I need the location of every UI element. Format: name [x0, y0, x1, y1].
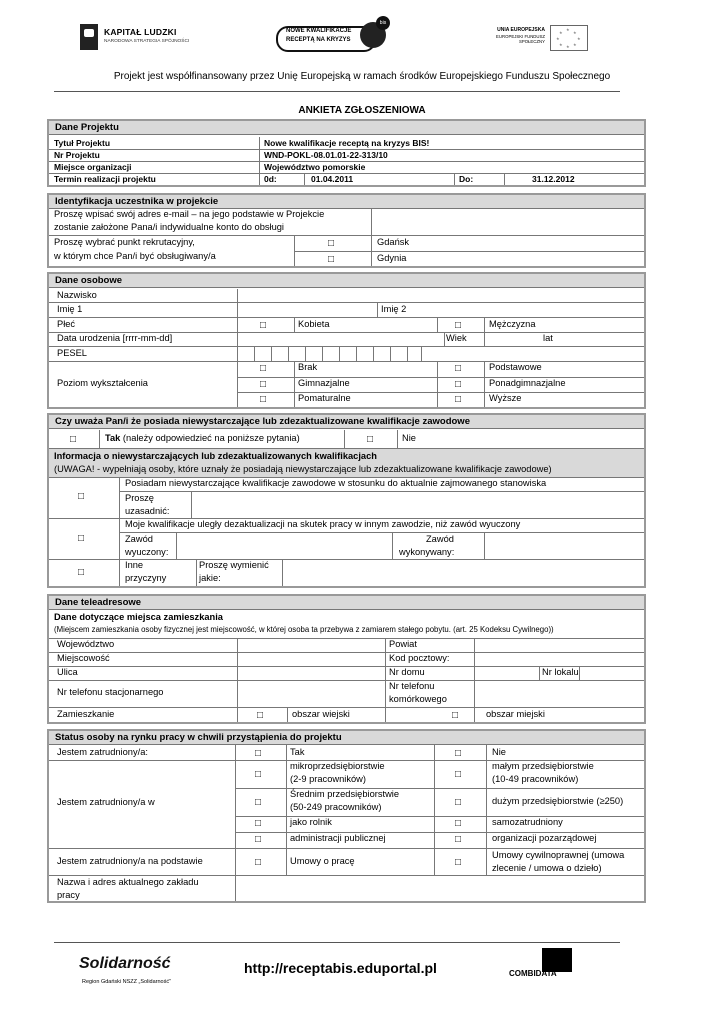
employed-in-label: Jestem zatrudniony/a w	[57, 797, 155, 807]
project-to-value: 31.12.2012	[532, 174, 575, 184]
house-number-label: Nr domu	[389, 667, 425, 677]
email-field[interactable]	[375, 211, 640, 233]
project-title-value: Nowe kwalifikacje receptą na kryzys BIS!	[264, 138, 430, 148]
project-place-value: Województwo pomorskie	[264, 162, 366, 172]
project-title-label: Tytuł Projektu	[54, 138, 111, 148]
employed-yes-label: Tak	[290, 747, 305, 757]
qual-yes-text: Tak	[105, 433, 121, 443]
checkbox-edu-primary[interactable]: □	[455, 363, 462, 374]
first-name-label: Imię 1	[57, 304, 83, 314]
checkbox-micro[interactable]: □	[255, 769, 262, 780]
section-qualifications	[47, 413, 646, 588]
list-label-line2: jakie:	[199, 573, 221, 583]
age-unit: lat	[543, 333, 553, 343]
city-label: Miejscowość	[57, 653, 110, 663]
section-identification	[47, 193, 646, 268]
checkbox-public-admin[interactable]: □	[255, 834, 262, 845]
residence-note: (Miejscem zamieszkania osoby fizycznej jest miejscowość, w której osoba ta przebywa z zamiarem stałego pobytu. (art. 25 Kodeksu Cywilnego))	[54, 625, 554, 634]
form-title: ANKIETA ZGŁOSZENIOWA	[298, 105, 426, 116]
employer-label-line2: pracy	[57, 890, 80, 900]
qualifications-question: Czy uważa Pan/i że posiada niewystarczające lub zdezaktualizowane kwalifikacje zawodowe	[49, 415, 644, 429]
flat-number-label: Nr lokalu	[542, 667, 579, 677]
employer-label-line1: Nazwa i adres aktualnego zakładu	[57, 877, 199, 887]
cofinancing-note: Projekt jest współfinansowany przez Unię Europejską w ramach środków Europejskiego Funduszu Społecznego	[113, 71, 611, 82]
mobile-label-line1: Nr telefonu	[389, 681, 435, 691]
performed-job-label-line1: Zawód	[426, 534, 454, 544]
farmer-label: jako rolnik	[290, 817, 332, 827]
justify-label-line1: Proszę	[125, 493, 154, 503]
project-from-value: 01.04.2011	[311, 174, 354, 184]
learned-job-field[interactable]	[179, 535, 389, 557]
kapital-ludzki-title: KAPITAŁ LUDZKI	[104, 27, 177, 37]
checkbox-edu-lower-secondary[interactable]: □	[260, 379, 267, 390]
option-rural: obszar wiejski	[292, 709, 350, 719]
eu-title: UNIA EUROPEJSKA	[497, 27, 545, 33]
education-label: Poziom wykształcenia	[57, 378, 148, 388]
option-gdynia: Gdynia	[377, 253, 407, 263]
qual-no-label: Nie	[402, 433, 416, 443]
contract-basis-label: Jestem zatrudniony/a na podstawie	[57, 856, 203, 866]
checkbox-small[interactable]: □	[455, 769, 462, 780]
checkbox-qual-insufficient[interactable]: □	[78, 491, 85, 502]
kapital-ludzki-logo-icon	[80, 24, 98, 50]
checkbox-employment-contract[interactable]: □	[255, 857, 262, 868]
micro-line1: mikroprzedsiębiorstwie	[290, 761, 385, 771]
justify-label-line2: uzasadnić:	[125, 506, 170, 516]
option-edu-primary: Podstawowe	[489, 362, 542, 372]
street-label: Ulica	[57, 667, 78, 677]
voivodeship-label: Województwo	[57, 639, 115, 649]
combidata-logo: COMBIDATA	[509, 969, 557, 978]
checkbox-qual-no[interactable]: □	[367, 434, 374, 445]
medium-line2: (50-249 pracowników)	[290, 802, 382, 812]
section-project	[47, 119, 646, 187]
learned-job-label-line2: wyuczony:	[125, 547, 169, 557]
option-edu-post-secondary: Pomaturalne	[298, 393, 351, 403]
other-reasons-line2: przyczyny	[125, 573, 167, 583]
option-edu-lower-secondary: Gimnazjalne	[298, 378, 350, 388]
small-line1: małym przedsiębiorstwie	[492, 761, 594, 771]
qual-outdated-text: Moje kwalifikacje uległy dezaktualizacji na skutek pracy w innym zawodzie, niż zawód wyuczony	[125, 519, 521, 529]
employed-label: Jestem zatrudniony/a:	[57, 747, 148, 757]
residence-title: Dane dotyczące miejsca zamieszkania	[54, 612, 223, 622]
pesel-label: PESEL	[57, 348, 87, 358]
section-employment-heading: Status osoby na rynku pracy w chwili przystąpienia do projektu	[49, 731, 644, 745]
solidarnosc-subtitle: Region Gdański NSZZ „Solidarność”	[82, 979, 171, 985]
employed-no-label: Nie	[492, 747, 506, 757]
gender-label: Płeć	[57, 319, 76, 329]
footer-url[interactable]: http://receptabis.eduportal.pl	[244, 960, 437, 976]
small-line2: (10-49 pracowników)	[492, 774, 579, 784]
kapital-ludzki-subtitle: NARODOWA STRATEGIA SPÓJNOŚCI	[104, 39, 190, 44]
checkbox-edu-upper-secondary[interactable]: □	[455, 379, 462, 390]
checkbox-ngo[interactable]: □	[455, 834, 462, 845]
project-term-label: Termin realizacji projektu	[54, 174, 156, 184]
qual-yes-note: (należy odpowiedzieć na poniższe pytania)	[120, 433, 300, 443]
residence-type-label: Zamieszkanie	[57, 709, 115, 719]
checkbox-large[interactable]: □	[455, 797, 462, 808]
project-number-label: Nr Projektu	[54, 150, 100, 160]
qual-info-title: Informacja o niewystarczających lub zdezaktualizowanych kwalifikacjach	[54, 451, 377, 461]
option-male: Mężczyzna	[489, 319, 536, 329]
public-admin-label: administracji publicznej	[290, 833, 386, 843]
option-urban: obszar miejski	[486, 709, 545, 719]
large-label: dużym przedsiębiorstwie (≥250)	[492, 796, 624, 806]
nowe-kwalifikacje-line2: RECEPTĄ NA KRYZYS	[286, 37, 351, 43]
section-personal	[47, 272, 646, 409]
option-edu-upper-secondary: Ponadgimnazjalne	[489, 378, 566, 388]
checkbox-gdynia[interactable]: □	[328, 254, 335, 265]
section-project-heading: Dane Projektu	[49, 121, 644, 135]
email-label-line2: zostanie założone Pana/i indywidualne konto do obsługi	[54, 222, 284, 232]
landline-label: Nr telefonu stacjonarnego	[57, 687, 164, 697]
email-label-line1: Proszę wpisać swój adres e-mail – na jego podstawie w Projekcie	[54, 209, 325, 219]
checkbox-qual-yes[interactable]: □	[70, 434, 77, 445]
birth-date-label: Data urodzenia [rrrr-mm-dd]	[57, 333, 173, 343]
qual-info-note: (UWAGA! - wypełniają osoby, które uznały że posiadają niewystarczające lub zdezaktualizowane kwalifikacje zawodowe)	[54, 464, 552, 474]
solidarnosc-logo: Solidarność	[79, 955, 171, 972]
performed-job-label-line2: wykonywany:	[399, 547, 455, 557]
district-label: Powiat	[389, 639, 417, 649]
section-address	[47, 594, 646, 724]
employment-contract-label: Umowy o pracę	[290, 856, 355, 866]
recruitment-point-label-line2: w którym chce Pan/i być obsługiwany/a	[54, 251, 216, 261]
option-gdansk: Gdańsk	[377, 237, 410, 247]
section-personal-heading: Dane osobowe	[49, 274, 644, 288]
recruitment-point-label-line1: Proszę wybrać punkt rekrutacyjny,	[54, 237, 195, 247]
checkbox-edu-higher[interactable]: □	[455, 394, 462, 405]
civil-contract-line1: Umowy cywilnoprawnej (umowa	[492, 850, 625, 860]
qual-yes-label	[105, 433, 300, 443]
project-to-label: Do:	[459, 174, 474, 184]
nowe-kwalifikacje-line1: NOWE KWALIFIKACJE	[286, 28, 352, 34]
second-name-label: Imię 2	[381, 304, 407, 314]
project-place-label: Miejsce organizacji	[54, 162, 132, 172]
postal-code-label: Kod pocztowy:	[389, 653, 450, 663]
checkbox-civil-contract[interactable]: □	[455, 857, 462, 868]
project-number-value: WND-POKL-08.01.01-22-313/10	[264, 150, 388, 160]
other-reasons-field[interactable]	[285, 561, 637, 583]
eu-subtitle: EUROPEJSKI FUNDUSZ SPOŁECZNY	[496, 34, 545, 44]
civil-contract-line2: zlecenie / umowa o dzieło)	[492, 863, 602, 873]
section-identification-heading: Identyfikacja uczestnika w projekcie	[49, 195, 644, 209]
justify-field[interactable]	[195, 494, 640, 516]
section-address-heading: Dane teleadresowe	[49, 596, 644, 610]
checkbox-gdansk[interactable]: □	[328, 238, 335, 249]
checkbox-edu-none[interactable]: □	[260, 363, 267, 374]
checkbox-medium[interactable]: □	[255, 797, 262, 808]
checkbox-qual-outdated[interactable]: □	[78, 533, 85, 544]
list-label-line1: Proszę wymienić	[199, 560, 269, 570]
medium-line1: Średnim przedsiębiorstwie	[290, 789, 400, 799]
self-employed-label: samozatrudniony	[492, 817, 563, 827]
bis-badge: bis	[376, 16, 390, 30]
mobile-label-line2: komórkowego	[389, 694, 447, 704]
surname-label: Nazwisko	[57, 290, 97, 300]
checkbox-self-employed[interactable]: □	[455, 818, 462, 829]
employer-field[interactable]	[239, 878, 639, 900]
performed-job-field[interactable]	[487, 535, 637, 557]
checkbox-farmer[interactable]: □	[255, 818, 262, 829]
age-label: Wiek	[446, 333, 467, 343]
learned-job-label-line1: Zawód	[125, 534, 153, 544]
qual-insufficient-text: Posiadam niewystarczające kwalifikacje zawodowe w stosunku do aktualnie zajmowanego stanowiska	[125, 478, 547, 488]
header-divider	[54, 91, 620, 92]
option-edu-higher: Wyższe	[489, 393, 522, 403]
checkbox-employed-no[interactable]: □	[455, 748, 462, 759]
checkbox-female[interactable]: □	[260, 320, 267, 331]
section-employment	[47, 729, 646, 903]
checkbox-urban[interactable]: □	[452, 710, 459, 721]
checkbox-rural[interactable]: □	[257, 710, 264, 721]
checkbox-qual-other[interactable]: □	[78, 567, 85, 578]
option-edu-none: Brak	[298, 362, 318, 372]
eu-flag-icon: ★ ★ ★ ★ ★ ★ ★ ★	[550, 25, 588, 51]
checkbox-edu-post-secondary[interactable]: □	[260, 394, 267, 405]
other-reasons-line1: Inne	[125, 560, 144, 570]
ngo-label: organizacji pozarządowej	[492, 833, 597, 843]
checkbox-male[interactable]: □	[455, 320, 462, 331]
project-from-label: 0d:	[264, 174, 277, 184]
micro-line2: (2-9 pracowników)	[290, 774, 366, 784]
option-female: Kobieta	[298, 319, 330, 329]
footer-divider	[54, 942, 620, 943]
checkbox-employed-yes[interactable]: □	[255, 748, 262, 759]
